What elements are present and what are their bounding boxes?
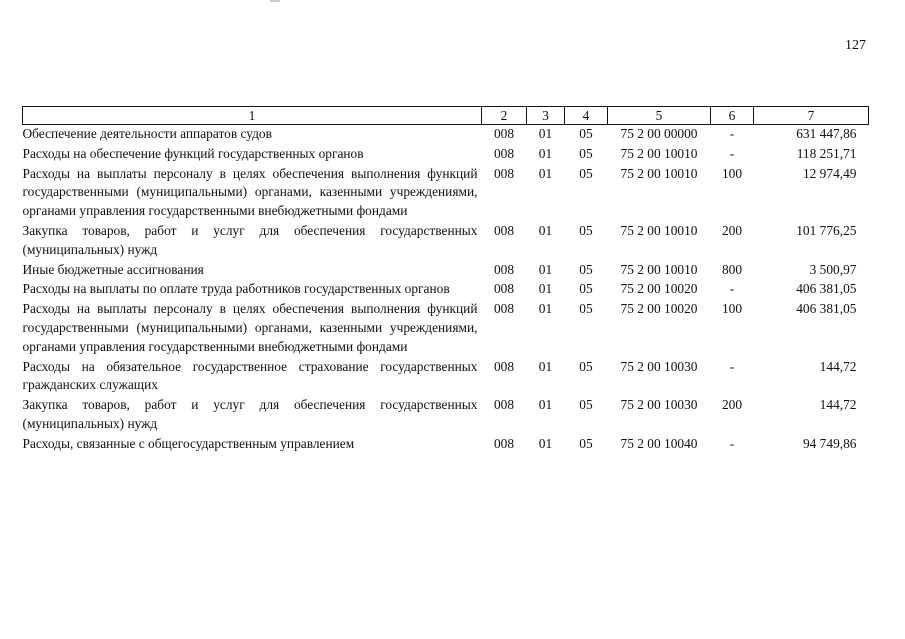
row-expense-type: -	[729, 145, 735, 161]
row-name: Расходы на выплаты персоналу в целях обеспечения выполнения функций государственными (муниципальными) органами, казенными учреждениями, органами управления государственными внебюджетными фондами	[22, 301, 478, 354]
row-subsection: 05	[579, 358, 593, 374]
row-name: Закупка товаров, работ и услуг для обеспечения государственных (муниципальных) нужд	[22, 222, 478, 257]
row-name: Расходы на обеспечение функций государственных органов	[22, 145, 364, 161]
row-target-article: 75 2 00 10010	[620, 145, 698, 161]
row-expense-type: -	[729, 435, 735, 451]
header-col-4: 4	[565, 107, 608, 125]
row-ministry-code: 008	[493, 145, 515, 161]
row-subsection: 05	[579, 435, 593, 451]
row-subsection: 05	[579, 397, 593, 413]
row-ministry-code: 008	[493, 358, 515, 374]
row-amount: 631 447,86	[796, 126, 857, 141]
row-target-article: 75 2 00 10020	[620, 301, 698, 317]
row-name: Закупка товаров, работ и услуг для обеспечения государственных (муниципальных) нужд	[22, 397, 478, 431]
row-expense-type: 200	[721, 222, 743, 238]
row-ministry-code: 008	[493, 435, 515, 451]
header-col-2: 2	[482, 107, 527, 125]
row-target-article: 75 2 00 10010	[620, 261, 698, 277]
table-row	[23, 358, 869, 397]
row-subsection: 05	[579, 301, 593, 317]
row-amount: 144,72	[819, 358, 857, 374]
row-amount: 101 776,25	[796, 222, 857, 238]
row-ministry-code: 008	[493, 126, 515, 141]
row-amount: 94 749,86	[802, 435, 857, 451]
row-name: Расходы на выплаты персоналу в целях обеспечения выполнения функций государственными (муниципальными) органами, казенными учреждениями, органами управления государственными внебюджетными фондами	[22, 165, 478, 219]
row-expense-type: 800	[721, 261, 743, 277]
table-row	[23, 280, 869, 300]
row-section: 01	[538, 165, 553, 181]
row-subsection: 05	[579, 145, 593, 161]
row-expense-type: 100	[721, 301, 743, 317]
row-section: 01	[538, 301, 553, 317]
row-target-article: 75 2 00 10040	[620, 435, 698, 451]
page-number: 127	[845, 38, 866, 53]
row-ministry-code: 008	[493, 397, 515, 413]
row-subsection: 05	[579, 281, 593, 297]
row-expense-type: -	[729, 358, 735, 374]
row-section: 01	[538, 222, 553, 238]
row-amount: 118 251,71	[796, 145, 857, 161]
header-col-7: 7	[754, 107, 869, 125]
header-col-3: 3	[527, 107, 565, 125]
row-name: Обеспечение деятельности аппаратов судов	[22, 126, 272, 141]
row-section: 01	[538, 126, 553, 141]
budget-table	[22, 106, 869, 455]
row-expense-type: 200	[721, 397, 743, 413]
row-name: Расходы на обязательное государственное страхование государственных гражданских служащих	[22, 358, 478, 393]
row-subsection: 05	[579, 222, 593, 238]
row-amount: 3 500,97	[809, 261, 857, 277]
row-ministry-code: 008	[493, 301, 515, 317]
row-name: Расходы на выплаты по оплате труда работников государственных органов	[22, 281, 450, 297]
row-expense-type: 100	[721, 165, 743, 181]
row-section: 01	[538, 261, 553, 277]
table-row	[23, 396, 869, 435]
row-amount: 12 974,49	[802, 165, 857, 181]
row-section: 01	[538, 145, 553, 161]
row-subsection: 05	[579, 165, 593, 181]
table-row	[23, 261, 869, 281]
table-header-row	[23, 107, 869, 125]
header-col-5: 5	[608, 107, 711, 125]
row-expense-type: -	[729, 281, 735, 297]
table-row	[23, 222, 869, 261]
table-row	[23, 435, 869, 455]
table-row	[23, 145, 869, 165]
row-subsection: 05	[579, 261, 593, 277]
row-amount: 144,72	[819, 397, 857, 413]
scan-mark	[270, 0, 280, 2]
row-ministry-code: 008	[493, 222, 515, 238]
table-row	[23, 125, 869, 145]
table-row	[23, 300, 869, 357]
row-target-article: 75 2 00 10030	[620, 358, 698, 374]
table-row	[23, 165, 869, 222]
row-amount: 406 381,05	[796, 301, 857, 317]
header-col-1: 1	[23, 107, 482, 125]
row-name: Расходы, связанные с общегосударственным управлением	[22, 435, 355, 451]
row-section: 01	[538, 435, 553, 451]
row-subsection: 05	[579, 126, 593, 141]
row-target-article: 75 2 00 10010	[620, 165, 698, 181]
row-target-article: 75 2 00 10010	[620, 222, 698, 238]
row-name: Иные бюджетные ассигнования	[22, 261, 204, 277]
row-target-article: 75 2 00 10030	[620, 397, 698, 413]
row-ministry-code: 008	[493, 261, 515, 277]
row-target-article: 75 2 00 00000	[620, 126, 698, 141]
row-expense-type: -	[729, 126, 735, 141]
row-section: 01	[538, 358, 553, 374]
row-section: 01	[538, 397, 553, 413]
row-ministry-code: 008	[493, 281, 515, 297]
row-target-article: 75 2 00 10020	[620, 281, 698, 297]
row-section: 01	[538, 281, 553, 297]
header-col-6: 6	[711, 107, 754, 125]
row-ministry-code: 008	[493, 165, 515, 181]
row-amount: 406 381,05	[796, 281, 857, 297]
